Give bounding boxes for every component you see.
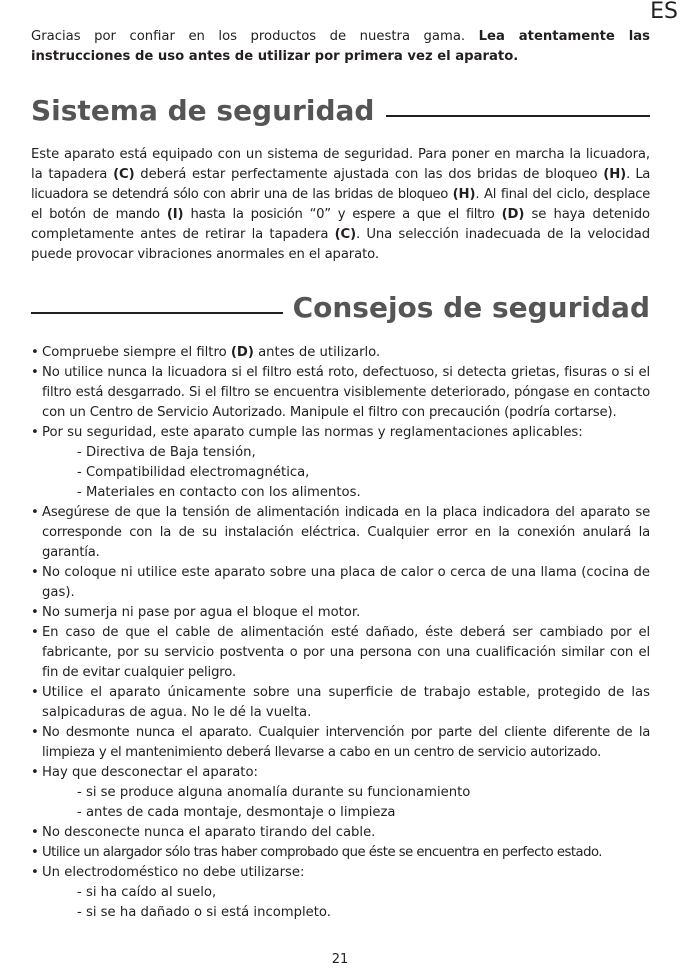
list-item xyxy=(31,843,650,863)
list-item xyxy=(31,723,650,763)
list-item-text: Hay que desconectar el aparato: xyxy=(42,765,258,780)
bullet-icon: • xyxy=(31,505,39,520)
ref-d: (D) xyxy=(501,207,525,222)
sub-item: - si se ha dañado o si está incompleto. xyxy=(77,905,331,920)
sub-item: - Directiva de Baja tensión, xyxy=(77,445,256,460)
list-item xyxy=(31,563,650,603)
ref-d: (D) xyxy=(230,345,254,360)
security-paragraph xyxy=(31,145,650,265)
intro-text: Gracias por confiar en los productos de nuestra gama. xyxy=(31,29,479,44)
text-run: . Al final del ciclo, desplace el botón de mando xyxy=(31,187,650,222)
list-item-text: No coloque ni utilice este aparato sobre una placa de calor o cerca de una llama (cocina de gas). xyxy=(42,565,650,600)
ref-i: (I) xyxy=(166,207,184,222)
section-heading-consejos xyxy=(31,290,650,326)
bullet-icon: • xyxy=(31,345,39,360)
language-tag: ES xyxy=(650,0,678,24)
list-item xyxy=(31,763,650,823)
section-title-consejos: Consejos de seguridad xyxy=(292,291,650,324)
list-item xyxy=(31,343,650,363)
bullet-icon: • xyxy=(31,365,39,380)
safety-list xyxy=(31,343,650,923)
list-item xyxy=(31,863,650,923)
list-item-text: No utilice nunca la licuadora si el filtro está roto, defectuoso, si detecta grietas, fisuras o si el filtro está desgarrado. Si el filtro se encuentra visiblemente deteriorado, póngase en contacto con un Centro de Servicio Autorizado. Manipule el filtro con precaución (podría cortarse). xyxy=(42,365,650,420)
bullet-icon: • xyxy=(31,565,39,580)
text-run: . La licuadora se detendrá sólo con abrir una de las bridas de bloqueo xyxy=(31,167,650,202)
bullet-icon: • xyxy=(31,765,39,780)
heading-rule xyxy=(31,312,283,314)
sub-item: - si se produce alguna anomalía durante su funcionamiento xyxy=(77,785,471,800)
sub-item: - Compatibilidad electromagnética, xyxy=(77,465,310,480)
intro-bold-text: Lea atentamente las instrucciones de uso antes de utilizar por primera vez el aparato. xyxy=(31,29,651,64)
list-item xyxy=(31,623,650,683)
sub-item: - antes de cada montaje, desmontaje o limpieza xyxy=(77,805,396,820)
list-item xyxy=(31,683,650,723)
page-number: 21 xyxy=(331,952,349,967)
text-run: se haya detenido completamente antes de retirar la tapadera xyxy=(31,207,650,242)
list-item-text: antes de utilizarlo. xyxy=(253,345,381,360)
section-heading-sistema xyxy=(31,93,650,129)
text-run: Este aparato está equipado con un sistema de seguridad. Para poner en marcha la licuadora, la tapadera xyxy=(31,147,650,182)
ref-h: (H) xyxy=(603,167,627,182)
intro-paragraph xyxy=(31,27,650,67)
list-item xyxy=(31,823,650,843)
bullet-icon: • xyxy=(31,625,39,640)
section-title-sistema: Sistema de seguridad xyxy=(31,94,375,127)
heading-rule xyxy=(386,115,650,117)
ref-c: (C) xyxy=(334,227,357,242)
bullet-icon: • xyxy=(31,725,39,740)
text-run: . Una selección inadecuada de la velocidad puede provocar vibraciones anormales en el aparato. xyxy=(31,227,650,262)
sub-item: - Materiales en contacto con los alimentos. xyxy=(77,485,361,500)
bullet-icon: • xyxy=(31,865,39,880)
bullet-icon: • xyxy=(31,825,39,840)
list-item-text: Utilice un alargador sólo tras haber comprobado que éste se encuentra en perfecto estado. xyxy=(42,845,602,860)
list-item xyxy=(31,423,650,503)
text-run: hasta la posición “0” y espere a que el filtro xyxy=(183,207,502,222)
bullet-icon: • xyxy=(31,425,39,440)
list-item-text: No sumerja ni pase por agua el bloque el motor. xyxy=(42,605,361,620)
list-item-text: Un electrodoméstico no debe utilizarse: xyxy=(42,865,305,880)
list-item-text: Asegúrese de que la tensión de alimentación indicada en la placa indicadora del aparato se corresponde con la de su instalación eléctrica. Cualquier error en la conexión anulará la garantía. xyxy=(42,505,650,560)
text-run: deberá estar perfectamente ajustada con las dos bridas de bloqueo xyxy=(134,167,604,182)
bullet-icon: • xyxy=(31,605,39,620)
bullet-icon: • xyxy=(31,845,39,860)
list-item-text: Utilice el aparato únicamente sobre una superficie de trabajo estable, protegido de las salpicaduras de agua. No le dé la vuelta. xyxy=(42,685,650,720)
list-item-text: Por su seguridad, este aparato cumple las normas y reglamentaciones aplicables: xyxy=(42,425,583,440)
list-item-text: No desmonte nunca el aparato. Cualquier intervención por parte del cliente diferente de la limpieza y el mantenimiento deberá llevarse a cabo en un centro de servicio autorizado. xyxy=(42,725,650,760)
list-item xyxy=(31,363,650,423)
sub-item: - si ha caído al suelo, xyxy=(77,885,217,900)
list-item xyxy=(31,503,650,563)
list-item-text: En caso de que el cable de alimentación esté dañado, éste deberá ser cambiado por el fabricante, por su servicio postventa o por una persona con una cualificación similar con el fin de evitar cualquier peligro. xyxy=(42,625,650,680)
list-item-text: Compruebe siempre el filtro xyxy=(42,345,231,360)
ref-h: (H) xyxy=(452,187,476,202)
list-item xyxy=(31,603,650,623)
bullet-icon: • xyxy=(31,685,39,700)
ref-c: (C) xyxy=(113,167,135,182)
list-item-text: No desconecte nunca el aparato tirando del cable. xyxy=(42,825,376,840)
